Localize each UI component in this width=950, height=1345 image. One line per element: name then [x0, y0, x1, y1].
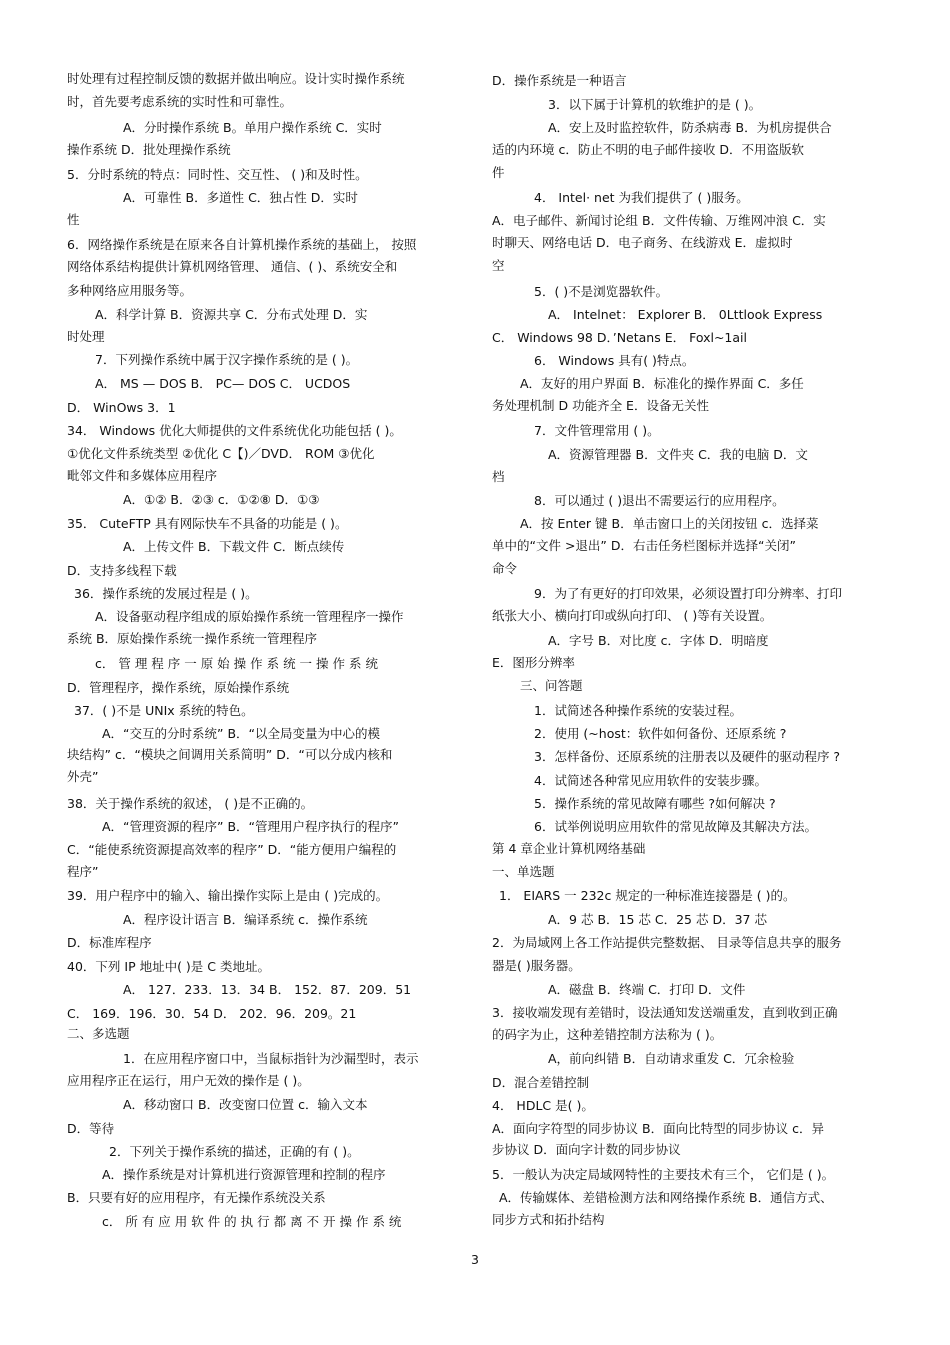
text-line: A．“管理资源的程序” B．“管理用户程序执行的程序”	[102, 819, 400, 834]
text-line: 件	[492, 165, 505, 180]
text-line: D．操作系统是一种语言	[492, 73, 627, 88]
text-line: D．混合差错控制	[492, 1075, 590, 1090]
text-line: 时，首先要考虑系统的实时性和可靠性。	[67, 94, 293, 109]
text-line: 系统 B．原始操作系统一操作系统一管理程序	[67, 631, 318, 646]
text-line: 6． Windows 具有( )特点。	[534, 353, 695, 368]
text-line: 9．为了有更好的打印效果，必须设置打印分辨率、打印	[534, 586, 842, 601]
text-line: 命令	[492, 561, 518, 576]
text-line: 多种网络应用服务等。	[67, 283, 193, 298]
text-line: B．只要有好的应用程序，有无操作系统没关系	[67, 1190, 326, 1205]
text-line: A．安上及时监控软件，防杀病毒 B．为机房提供合	[548, 120, 832, 135]
text-line: D．管理程序，操作系统，原始操作系统	[67, 680, 290, 695]
text-line: D． WinOws 3．1	[67, 400, 176, 415]
text-line: 40．下列 IP 地址中( )是 C 类地址。	[67, 959, 270, 974]
text-line: A．科学计算 B．资源共享 C．分布式处理 D．实	[95, 307, 368, 322]
text-line: A．上传文件 B．下载文件 C．断点续传	[123, 539, 345, 554]
text-line: 适的内环境 c．防止不明的电子邮件接收 D．不用盗版软	[492, 142, 804, 157]
text-line: 单中的“文件 >退出” D．右击任务栏图标并选择“关闭”	[492, 538, 796, 553]
text-line: A． Intelnet： Explorer B． 0Lttlook Express	[548, 307, 823, 322]
text-line: 器是( )服务器。	[492, 958, 581, 973]
text-line: 8．可以通过 ( )退出不需要运行的应用程序。	[534, 493, 785, 508]
text-line: 时聊天、网络电话 D．电子商务、在线游戏 E．虚拟时	[492, 235, 793, 250]
text-line: E．图形分辨率	[492, 655, 575, 670]
text-line: 2．使用 (~host：软件如何备份、还原系统 ?	[534, 726, 787, 741]
text-line: A．资源管理器 B．文件夹 C．我的电脑 D．文	[548, 447, 808, 462]
text-line: A． MS — DOS B． PC— DOS C． UCDOS	[95, 376, 351, 391]
text-line: 3．接收端发现有差错时，设法通知发送端重发，直到收到正确	[492, 1005, 838, 1020]
text-line: A．传输媒体、差错检测方法和网络操作系统 B．通信方式、	[499, 1190, 833, 1205]
text-line: 性	[67, 212, 80, 227]
text-line: 块结构” c．“模块之间调用关系简明” D．“可以分成内核和	[67, 747, 393, 762]
chapter-heading: 第 4 章企业计算机网络基础	[492, 841, 646, 856]
text-line: A．字号 B．对比度 c．字体 D．明暗度	[548, 633, 769, 648]
text-line: 同步方式和拓扑结构	[492, 1212, 605, 1227]
text-line: A．按 Enter 键 B．单击窗口上的关闭按钮 c．选择菜	[520, 516, 819, 531]
text-line: C．“能使系统资源提高效率的程序” D．“能方便用户编程的	[67, 842, 397, 857]
text-line: A．分时操作系统 B。单用户操作系统 C．实时	[123, 120, 382, 135]
text-line: A．设备驱动程序组成的原始操作系统一管理程序一操作	[95, 609, 404, 624]
text-line: 4． HDLC 是( )。	[492, 1098, 594, 1113]
text-line: C． Windows 98 D．’Netans E． Foxl~1ail	[492, 330, 747, 345]
text-line: 2．为局域网上各工作站提供完整数据、 目录等信息共享的服务	[492, 935, 842, 950]
text-line: 毗邻文件和多媒体应用程序	[67, 468, 218, 483]
text-line: 程序”	[67, 864, 99, 879]
page-number: 3	[471, 1252, 479, 1267]
text-line: 的码字为止，这种差错控制方法称为 ( )。	[492, 1027, 723, 1042]
text-line: 空	[492, 258, 505, 273]
text-line: 4．试简述各种常见应用软件的安装步骤。	[534, 773, 767, 788]
text-line: 3．怎样备份、还原系统的注册表以及硬件的驱动程序 ?	[534, 749, 841, 764]
text-line: 6．试举例说明应用软件的常见故障及其解决方法。	[534, 819, 817, 834]
text-line: A．程序设计语言 B．编译系统 c．操作系统	[123, 912, 368, 927]
text-line: 纸张大小、横向打印或纵向打印、 ( )等有关设置。	[492, 608, 773, 623]
text-line: 1．试简述各种操作系统的安装过程。	[534, 703, 742, 718]
text-line: D．支持多线程下载	[67, 563, 177, 578]
text-line: 34． Windows 优化大师提供的文件系统优化功能包括 ( )。	[67, 423, 402, 438]
text-line: A．“交互的分时系统” B．“以全局变量为中心的模	[102, 726, 381, 741]
text-line: 档	[492, 469, 505, 484]
text-line: A．可靠性 B．多道性 C．独占性 D．实时	[123, 190, 358, 205]
text-line: 2．下列关于操作系统的描述，正确的有 ( )。	[109, 1144, 360, 1159]
text-line: 5．一般认为决定局域网特性的主要技术有三个， 它们是 ( )。	[492, 1167, 835, 1182]
text-line: 37．( )不是 UNIx 系统的特色。	[74, 703, 254, 718]
text-line: A． 127．233．13．34 B． 152．87．209．51	[123, 982, 412, 997]
text-line: 外壳”	[67, 769, 99, 784]
text-line: C． 169．196．30．54 D． 202．96．209。21	[67, 1006, 357, 1021]
text-line: A，前向纠错 B．自动请求重发 C．冗余检验	[548, 1051, 795, 1066]
text-line: 6．网络操作系统是在原来各自计算机操作系统的基础上， 按照	[67, 237, 417, 252]
text-line: ①优化文件系统类型 ②优化 C【)／DVD． ROM ③优化	[67, 446, 375, 461]
text-line: 1．在应用程序窗口中，当鼠标指针为沙漏型时，表示	[123, 1051, 419, 1066]
text-line: 5．分时系统的特点：同时性、交互性、 ( )和及时性。	[67, 167, 368, 182]
text-line: A．移动窗口 B．改变窗口位置 c．输入文本	[123, 1097, 368, 1112]
text-line: D．标准库程序	[67, 935, 152, 950]
text-line: A．电子邮件、新闻讨论组 B．文件传输、万维网冲浪 C．实	[492, 213, 826, 228]
text-line: 步协议 D．面向字计数的同步协议	[492, 1142, 681, 1157]
text-line: 5．( )不是浏览器软件。	[534, 284, 669, 299]
text-line: 应用程序正在运行，用户无效的操作是 ( )。	[67, 1073, 310, 1088]
section-heading: 二、多选题	[67, 1026, 130, 1041]
text-line: A．友好的用户界面 B．标准化的操作界面 C．多任	[520, 376, 804, 391]
text-line: c． 所 有 应 用 软 件 的 执 行 都 离 不 开 操 作 系 统	[102, 1214, 402, 1229]
text-line: 35． CuteFTP 具有网际快车不具备的功能是 ( )。	[67, 516, 348, 531]
text-line: A．9 芯 B．15 芯 C．25 芯 D．37 芯	[548, 912, 767, 927]
section-heading: 一、单选题	[492, 864, 555, 879]
text-line: 3．以下属于计算机的软维护的是 ( )。	[548, 97, 762, 112]
text-line: 操作系统 D．批处理操作系统	[67, 142, 231, 157]
text-line: 1． EIARS 一 232c 规定的一种标准连接器是 ( )的。	[499, 888, 796, 903]
text-line: 39．用户程序中的输入、输出操作实际上是由 ( )完成的。	[67, 888, 389, 903]
text-line: A．操作系统是对计算机进行资源管理和控制的程序	[102, 1167, 386, 1182]
text-line: 时处理	[67, 329, 105, 344]
text-line: 网络体系结构提供计算机网络管理、 通信、( )、系统安全和	[67, 259, 398, 274]
text-line: A．磁盘 B．终端 C．打印 D．文件	[548, 982, 746, 997]
text-line: 5．操作系统的常见故障有哪些 ?如何解决 ?	[534, 796, 776, 811]
text-line: 38．关于操作系统的叙述， ( )是不正确的。	[67, 796, 314, 811]
text-line: 7．文件管理常用 ( )。	[534, 423, 660, 438]
text-line: A．①② B．②③ c．①②⑧ D．①③	[123, 492, 320, 507]
text-line: 36．操作系统的发展过程是 ( )。	[74, 586, 258, 601]
text-line: 4． Intel· net 为我们提供了 ( )服务。	[534, 190, 749, 205]
text-line: 务处理机制 D 功能齐全 E．设备无关性	[492, 398, 709, 413]
text-line: 时处理有过程控制反馈的数据并做出响应。设计实时操作系统	[67, 71, 405, 86]
text-line: A．面向字符型的同步协议 B．面向比特型的同步协议 c．异	[492, 1121, 824, 1136]
text-line: c． 管 理 程 序 一 原 始 操 作 系 统 一 操 作 系 统	[95, 656, 378, 671]
text-line: 7．下列操作系统中属于汉字操作系统的是 ( )。	[95, 352, 359, 367]
text-line: D．等待	[67, 1121, 115, 1136]
section-heading: 三、问答题	[520, 678, 583, 693]
